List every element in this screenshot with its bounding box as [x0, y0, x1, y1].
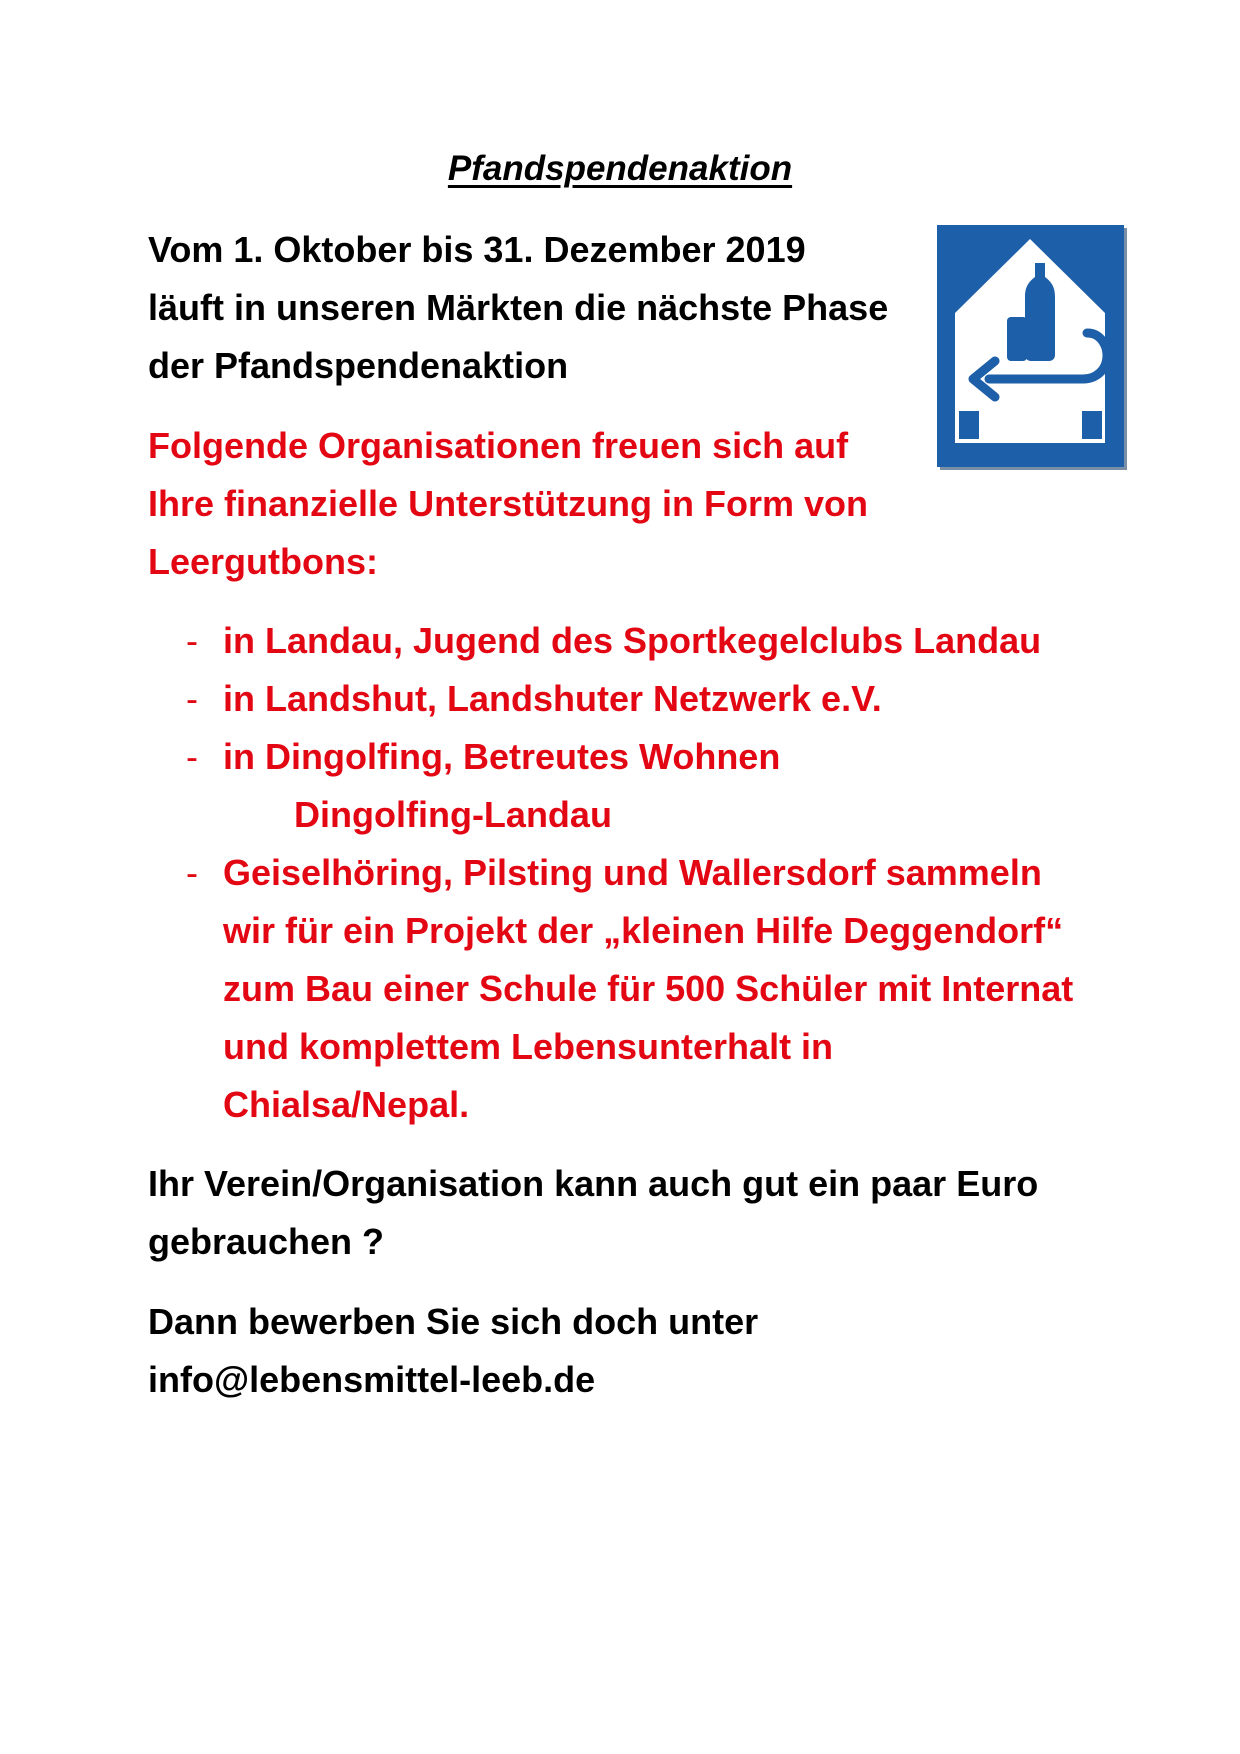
list-bullet: - — [186, 852, 198, 893]
list-item-continuation: wir für ein Projekt der „kleinen Hilfe Deggendorf“ — [223, 910, 1064, 951]
list-item: Geiselhöring, Pilsting und Wallersdorf sammeln — [223, 852, 1042, 893]
contact-line: Dann bewerben Sie sich doch unter — [148, 1301, 759, 1342]
intro-line-2: läuft in unseren Märkten die nächste Phase — [148, 287, 889, 328]
list-item: in Dingolfing, Betreutes Wohnen — [223, 736, 781, 777]
logo-graphic — [937, 225, 1124, 467]
contact-email: info@lebensmittel-leeb.de — [148, 1359, 596, 1400]
list-item-continuation: und komplettem Lebensunterhalt in — [223, 1026, 834, 1067]
list-bullet: - — [186, 678, 198, 719]
list-bullet: - — [186, 620, 198, 661]
intro-line-1: Vom 1. Oktober bis 31. Dezember 2019 — [148, 229, 806, 270]
question-line-1: Ihr Verein/Organisation kann auch gut ein paar Euro — [148, 1163, 1039, 1204]
list-item: in Landshut, Landshuter Netzwerk e.V. — [223, 678, 882, 719]
bottle-return-icon — [937, 225, 1124, 467]
intro-line-3: der Pfandspendenaktion — [148, 345, 569, 386]
page-title: Pfandspendenaktion — [447, 149, 793, 188]
list-item-continuation: zum Bau einer Schule für 500 Schüler mit Internat — [223, 968, 1074, 1009]
list-item-continuation: Dingolfing-Landau — [294, 794, 612, 835]
highlight-line-1: Folgende Organisationen freuen sich auf — [148, 425, 849, 466]
list-item: in Landau, Jugend des Sportkegelclubs Landau — [223, 620, 1042, 661]
list-item-continuation: Chialsa/Nepal. — [223, 1084, 470, 1125]
highlight-line-2: Ihre finanzielle Unterstützung in Form von — [148, 483, 869, 524]
list-bullet: - — [186, 736, 198, 777]
highlight-line-3: Leergutbons: — [148, 541, 378, 582]
question-line-2: gebrauchen ? — [148, 1221, 385, 1262]
